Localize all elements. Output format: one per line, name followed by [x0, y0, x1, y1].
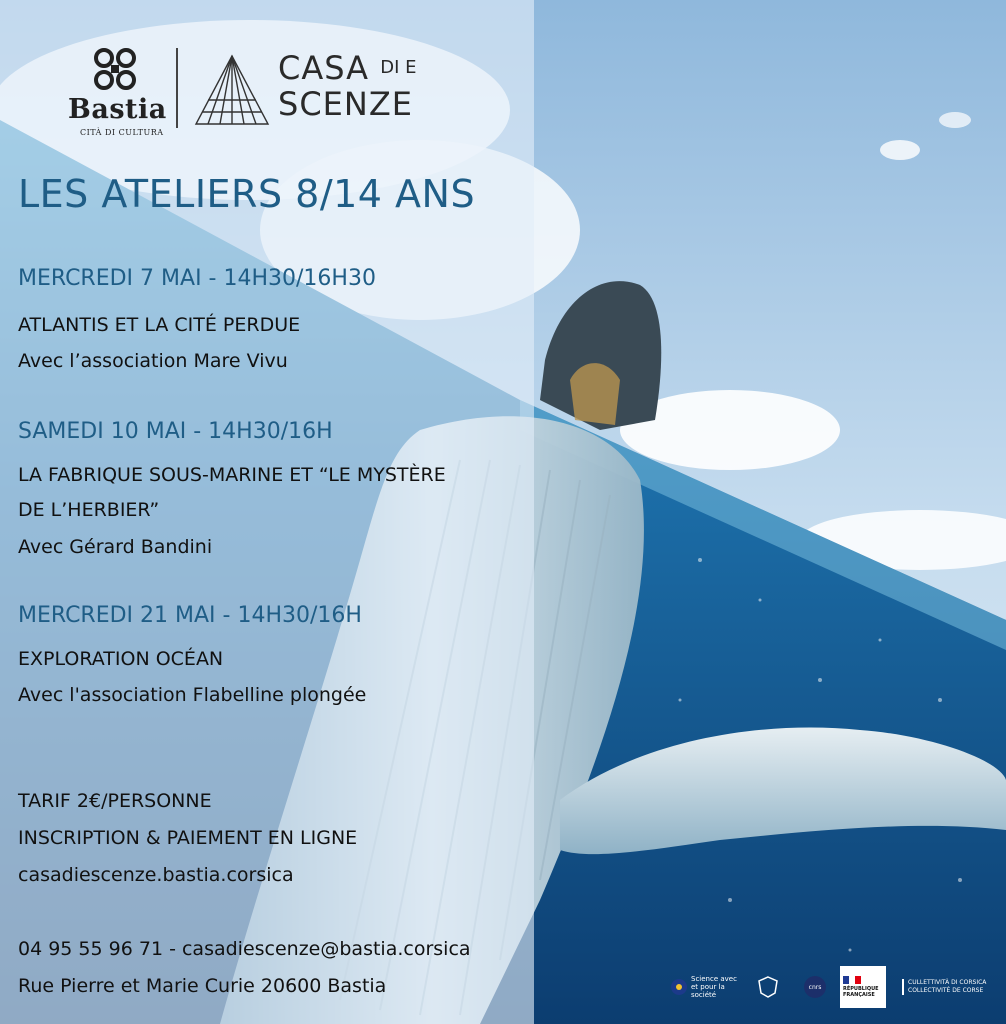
event-3-host: Avec l'association Flabelline plongée [18, 684, 367, 706]
logo-row [68, 36, 488, 146]
casa-die: DI E [380, 57, 417, 78]
tarif-text: TARIF 2€/PERSONNE [18, 790, 212, 812]
bastia-tagline: CITÀ DI CULTURA [80, 128, 164, 137]
pyramid-icon [194, 54, 270, 126]
partner-logos [670, 966, 1000, 1012]
casa-line1: CASA [278, 49, 370, 87]
event-1-title: ATLANTIS ET LA CITÉ PERDUE [18, 314, 301, 336]
casa-line2: SCENZE [278, 85, 413, 123]
ministry-logo [756, 966, 786, 1008]
contact-phone-email[interactable]: 04 95 55 96 71 - casadiescenze@bastia.corsica [18, 938, 471, 960]
shield-icon [756, 975, 780, 999]
cnrs-logo: cnrs [804, 966, 834, 1008]
event-2-host: Avec Gérard Bandini [18, 536, 213, 558]
event-3-title: EXPLORATION OCÉAN [18, 648, 224, 670]
event-3-date: MERCREDI 21 MAI - 14H30/16H [18, 603, 362, 628]
bastia-cross-icon [86, 40, 144, 98]
logo-divider [176, 48, 178, 128]
republique-francaise-logo: RÉPUBLIQUE FRANÇAISE [840, 966, 886, 1008]
page-title: LES ATELIERS 8/14 ANS [18, 172, 476, 216]
star-circle-icon [670, 978, 688, 996]
contact-address: Rue Pierre et Marie Curie 20600 Bastia [18, 975, 387, 997]
inscription-text: INSCRIPTION & PAIEMENT EN LIGNE [18, 827, 358, 849]
french-flag-icon [843, 976, 861, 984]
event-2-title-line1: LA FABRIQUE SOUS-MARINE ET “LE MYSTÈRE [18, 464, 446, 486]
event-1-host: Avec l’association Mare Vivu [18, 350, 288, 372]
website-link[interactable]: casadiescenze.bastia.corsica [18, 864, 294, 886]
event-2-date: SAMEDI 10 MAI - 14H30/16H [18, 419, 333, 444]
casa-di-scenze-wordmark [278, 50, 416, 122]
event-1-date: MERCREDI 7 MAI - 14H30/16H30 [18, 266, 376, 291]
collectivite-corse-logo: CULLETTIVITÀ DI CORSICA COLLECTIVITÉ DE CORSE [902, 966, 998, 1008]
bastia-name: Bastia [68, 94, 167, 125]
science-societe-logo: Science avec et pour la société [670, 966, 748, 1008]
event-2-title-line2: DE L’HERBIER” [18, 499, 160, 521]
